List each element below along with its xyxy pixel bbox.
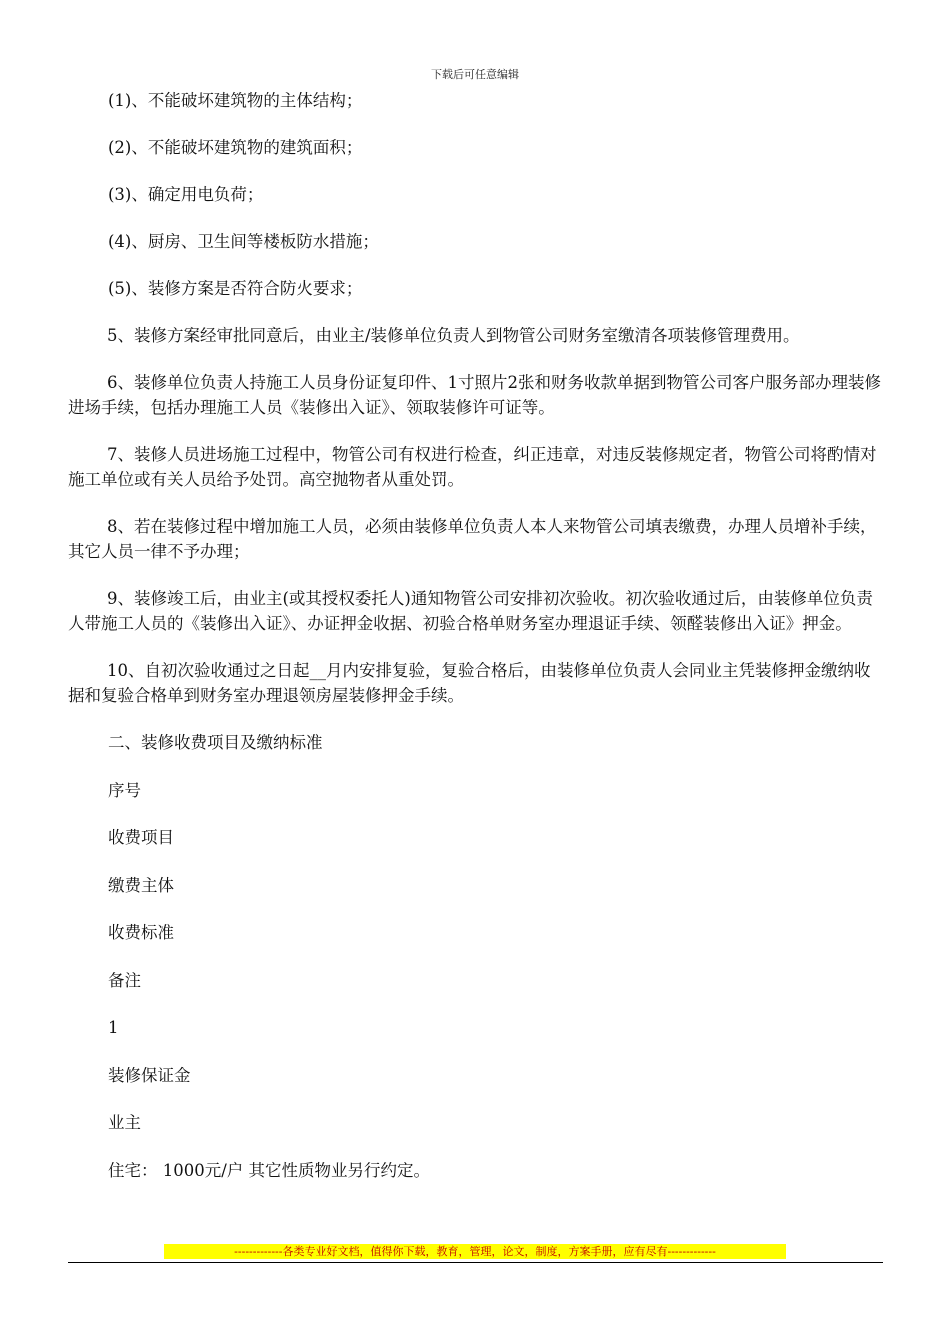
review-item-5: (5)、装修方案是否符合防火要求； — [108, 279, 363, 298]
review-item-2: (2)、不能破坏建筑物的建筑面积； — [108, 138, 363, 157]
paragraph-8: 8、若在装修过程中增加施工人员，必须由装修单位负责人本人来物管公司填表缴费，办理人员增补手续，其它人员一律不予办理； — [68, 517, 877, 561]
section-title: 二、装修收费项目及缴纳标准 — [108, 733, 323, 752]
footer-divider — [68, 1262, 883, 1263]
footer-banner: -------------各类专业好文档，值得你下载，教育，管理，论文，制度，方案手册，应有尽有------------- — [164, 1244, 786, 1259]
table-cell-row1-item: 装修保证金 — [108, 1065, 191, 1085]
paragraph-9: 9、装修竣工后，由业主(或其授权委托人)通知物管公司安排初次验收。初次验收通过后，由装修单位负责人带施工人员的《装修出入证》、办证押金收据、初验合格单财务室办理退证手续、领醛装修出入证》押金。 — [68, 589, 873, 633]
header-note: 下载后可任意编辑 — [431, 68, 519, 81]
table-cell-header-standard: 收费标准 — [108, 923, 174, 942]
table-cell-header-payer: 缴费主体 — [108, 875, 174, 895]
table-cell-header-index: 序号 — [108, 780, 141, 800]
paragraph-10: 10、自初次验收通过之日起__月内安排复验，复验合格后，由装修单位负责人会同业主凭装修押金缴纳收据和复验合格单到财务室办理退领房屋装修押金手续。 — [68, 661, 871, 705]
review-item-3: (3)、确定用电负荷； — [108, 185, 264, 204]
document-body — [68, 88, 886, 1205]
table-cell-header-remark: 备注 — [108, 970, 141, 990]
table-cell-row1-standard: 住宅： 1000元/户 其它性质物业另行约定。 — [108, 1160, 431, 1180]
paragraph-7: 7、装修人员进场施工过程中，物管公司有权进行检查，纠正违章，对违反装修规定者，物管公司将酌情对施工单位或有关人员给予处罚。高空抛物者从重处罚。 — [68, 445, 877, 489]
paragraph-6: 6、装修单位负责人持施工人员身份证复印件、1寸照片2张和财务收款单据到物管公司客户服务部办理装修进场手续，包括办理施工人员《装修出入证》、领取装修许可证等。 — [68, 373, 881, 417]
review-item-4: (4)、厨房、卫生间等楼板防水措施； — [108, 232, 379, 251]
table-cell-header-item: 收费项目 — [108, 828, 174, 847]
table-cell-row1-payer: 业主 — [108, 1113, 141, 1132]
review-item-1: (1)、不能破坏建筑物的主体结构； — [108, 91, 363, 110]
paragraph-5: 5、装修方案经审批同意后，由业主/装修单位负责人到物管公司财务室缴清各项装修管理费用。 — [107, 326, 800, 345]
table-cell-row1-index: 1 — [108, 1018, 119, 1037]
